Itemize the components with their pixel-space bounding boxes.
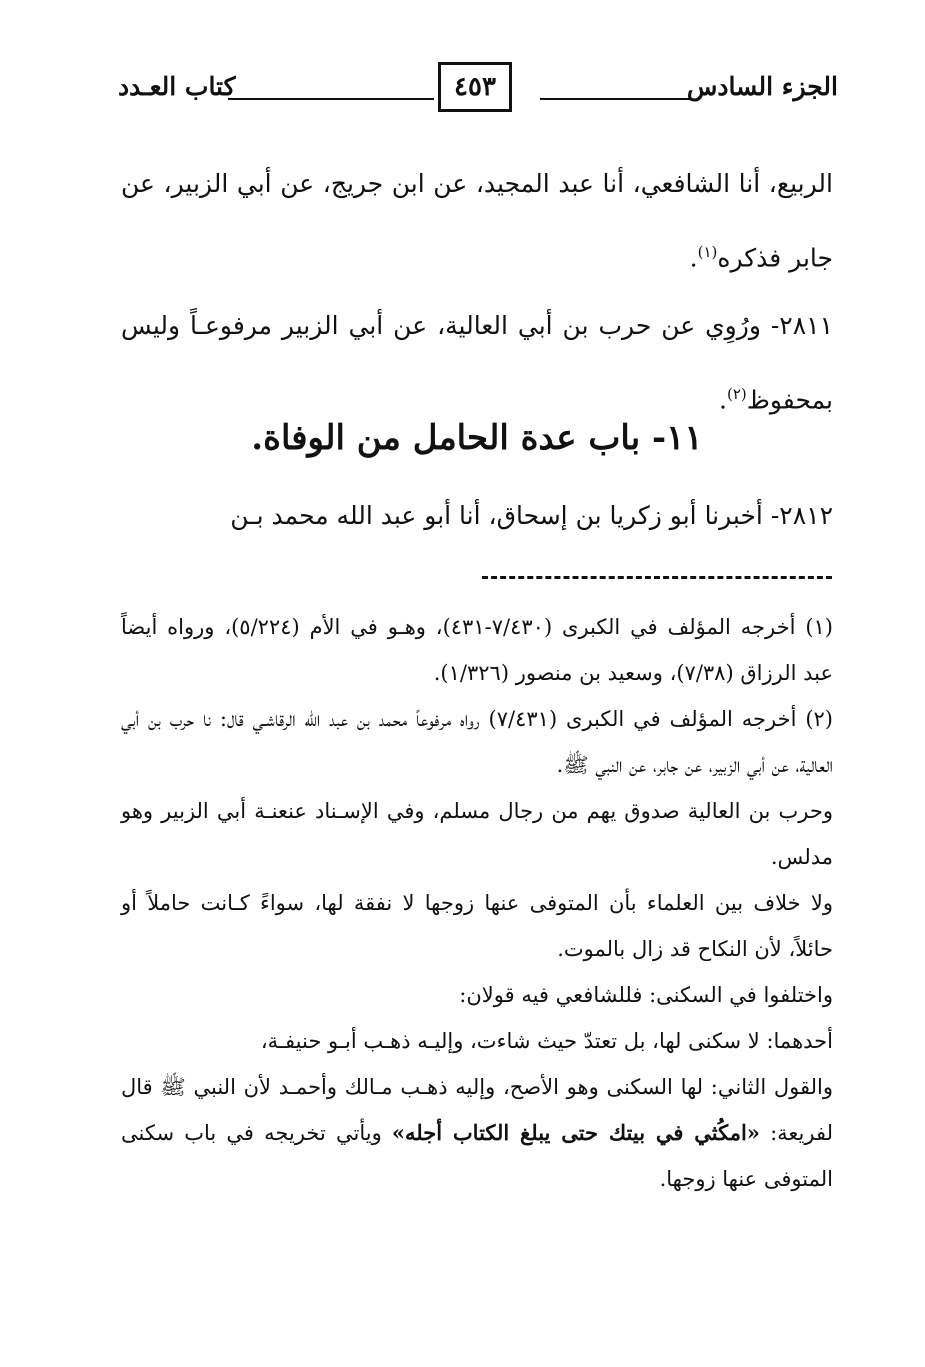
book-title: كتاب العـدد: [118, 72, 236, 101]
paragraph-1: الربيع، أنا الشافعي، أنا عبد المجيد، عن ابن جريج، عن أبي الزبير، عن جابر فذكره$^{(١)}$.: [121, 169, 833, 273]
header-rule-right: [540, 98, 690, 100]
footnote-2-text: أخرجه المؤلف في الكبرى (٧/٤٣١) رواه مرفوعاً محمد بن عبد الله الرقاشـي قال: نا حرب بن أبي العالية، عن أبي الزبير، عن جابر، عن النبي ﷺ.: [121, 707, 833, 777]
footnote-1-marker: (١): [805, 615, 833, 639]
footnote-ref-1: (١): [697, 243, 718, 261]
footnote-2-para-6: والقول الثاني: لها السكنى وهو الأصح، وإليه ذهـب مـالك وأحمـد لأن النبي ﷺ قال لفريعة: «امكُثي في بيتك حتى يبلغ الكتاب أجله» ويأتي تخريجه في باب سكنى المتوفى عنها زوجها.: [121, 1075, 834, 1191]
footnote-2-para-3: ولا خلاف بين العلماء بأن المتوفى عنها زوجها لا نفقة لها، سواءً كـانت حاملاً أو حائلاً، لأن النكاح قد زال بالموت.: [121, 891, 833, 961]
main-text: [121, 150, 833, 435]
footnote-1-text: أخرجه المؤلف في الكبرى (٧/٤٣٠-٤٣١)، وهـو في الأم (٥/٢٢٤)، ورواه أيضاً عبد الرزاق (٧/٣٨)، وسعيد بن منصور (١/٣٢٦).: [121, 615, 833, 685]
hadith-2811: ٢٨١١- ورُوِي عن حرب بن أبي العالية، عن أبي الزبير مرفوعـاً وليس بمحفوظ$^{(٢)}$.: [121, 311, 833, 415]
running-header: [118, 62, 838, 118]
footnote-2: [121, 696, 833, 788]
header-rule-left: [228, 98, 434, 100]
main-text-continued: [121, 486, 833, 546]
page-number-box: ٤٥٣: [438, 62, 512, 112]
footnote-ref-2: (٢): [726, 385, 747, 404]
hadith-2812: ٢٨١٢- أخبرنا أبو زكريا بن إسحاق، أنا أبو عبد الله محمد بـن: [230, 501, 833, 530]
hadith-quote: «امكُثي في بيتك حتى يبلغ الكتاب أجله»: [391, 1120, 760, 1145]
footnote-2-para-2: وحرب بن العالية صدوق يهم من رجال مسلم، وفي الإسـناد عنعنـة أبي الزبير وهو مدلس.: [121, 799, 833, 869]
footnote-2-para-5: أحدهما: لا سكنى لها، بل تعتدّ حيث شاءت، وإليـه ذهـب أبـو حنيفـة،: [260, 1029, 833, 1053]
section-heading: ١١- باب عدة الحامل من الوفاة.: [251, 418, 703, 458]
footnotes: [121, 604, 833, 1202]
footnote-1: [121, 604, 833, 696]
footnote-2-para-4: واختلفوا في السكنى: فللشافعي فيه قولان:: [459, 983, 833, 1007]
footnote-2-marker: (٢): [805, 707, 833, 731]
footnote-separator: [482, 576, 832, 579]
volume-title: الجزء السادس: [686, 72, 838, 101]
